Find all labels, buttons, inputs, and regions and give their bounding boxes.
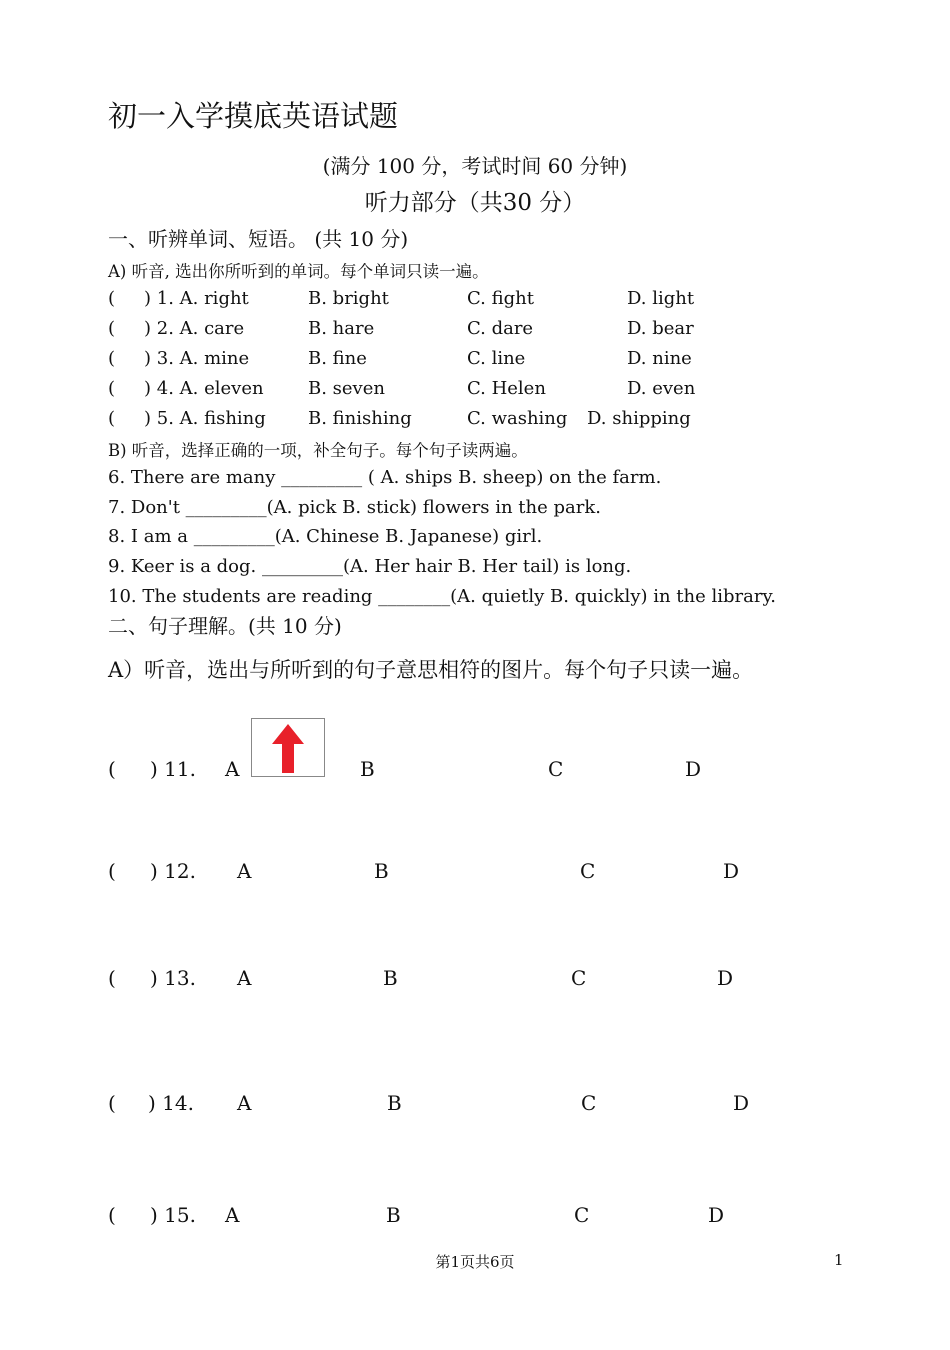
option-c: C <box>574 1203 590 1227</box>
sentence-item: 7. Don't _________(A. pick B. stick) flowers in the park. <box>108 497 601 518</box>
option-c: C. line <box>467 348 526 369</box>
option-c: C. fight <box>467 288 534 309</box>
option-b: B. seven <box>308 378 385 399</box>
sentence-item: 6. There are many _________ ( A. ships B. sheep) on the farm. <box>108 467 662 488</box>
option-a: A <box>225 757 240 781</box>
option-a: ) 1. A. right <box>144 288 249 309</box>
option-a: ) 5. A. fishing <box>144 408 266 429</box>
question-number: ) 13. <box>150 966 196 990</box>
question-number: ) 11. <box>150 757 196 781</box>
option-a: ) 4. A. eleven <box>144 378 264 399</box>
option-a: A <box>225 1203 240 1227</box>
answer-paren[interactable]: ( <box>108 966 116 990</box>
option-c: C <box>571 966 587 990</box>
option-d: D. shipping <box>587 408 691 429</box>
option-a: A <box>237 859 252 883</box>
section1-partB-instruction: B) 听音，选择正确的一项，补全句子。每个句子读两遍。 <box>108 441 528 460</box>
exam-subtitle: (满分 100 分，考试时间 60 分钟) <box>322 154 628 178</box>
option-d: D <box>708 1203 725 1227</box>
option-c: C <box>580 859 596 883</box>
option-d: D. nine <box>627 348 692 369</box>
option-c: C <box>548 757 564 781</box>
question-number: ) 14. <box>148 1091 194 1115</box>
listening-header: 听力部分（共30 分） <box>364 190 586 216</box>
up-arrow-icon <box>252 719 324 776</box>
sentence-item: 9. Keer is a dog. _________(A. Her hair B. Her tail) is long. <box>108 556 632 577</box>
option-b: B <box>360 757 375 781</box>
section2-heading: 二、句子理解。(共 10 分) <box>108 614 342 638</box>
option-b: B. fine <box>308 348 367 369</box>
answer-paren[interactable]: ( <box>108 288 116 309</box>
option-d: D <box>723 859 740 883</box>
option-b: B <box>374 859 389 883</box>
option-a: A <box>237 966 252 990</box>
option-d: D. light <box>627 288 695 309</box>
question-number: ) 15. <box>150 1203 196 1227</box>
q11-picture-a <box>251 718 325 777</box>
answer-paren[interactable]: ( <box>108 757 116 781</box>
option-a: ) 3. A. mine <box>144 348 250 369</box>
sentence-item: 8. I am a _________(A. Chinese B. Japanese) girl. <box>108 526 543 547</box>
option-a: ) 2. A. care <box>144 318 245 339</box>
option-c: C. Helen <box>467 378 546 399</box>
page-footer-label: 第1页共6页 <box>435 1253 515 1271</box>
sentence-item: 10. The students are reading ________(A. quietly B. quickly) in the library. <box>108 586 776 607</box>
answer-paren[interactable]: ( <box>108 408 116 429</box>
option-d: D <box>733 1091 750 1115</box>
option-c: C. washing <box>467 408 568 429</box>
section1-heading: 一、听辨单词、短语。 (共 10 分) <box>108 227 409 251</box>
page-title: 初一入学摸底英语试题 <box>108 99 399 133</box>
option-b: B <box>387 1091 402 1115</box>
answer-paren[interactable]: ( <box>108 378 116 399</box>
option-c: C. dare <box>467 318 534 339</box>
option-d: D. even <box>627 378 696 399</box>
option-b: B. bright <box>308 288 389 309</box>
option-d: D <box>685 757 702 781</box>
question-number: ) 12. <box>150 859 196 883</box>
answer-paren[interactable]: ( <box>108 318 116 339</box>
page-number: 1 <box>834 1251 844 1269</box>
option-b: B. hare <box>308 318 375 339</box>
answer-paren[interactable]: ( <box>108 1091 116 1115</box>
option-c: C <box>581 1091 597 1115</box>
answer-paren[interactable]: ( <box>108 348 116 369</box>
option-d: D. bear <box>627 318 694 339</box>
answer-paren[interactable]: ( <box>108 859 116 883</box>
section1-partA-instruction: A) 听音, 选出你所听到的单词。每个单词只读一遍。 <box>108 262 489 281</box>
option-b: B <box>386 1203 401 1227</box>
section2-instruction: A）听音，选出与所听到的句子意思相符的图片。每个句子只读一遍。 <box>108 658 754 682</box>
answer-paren[interactable]: ( <box>108 1203 116 1227</box>
option-b: B. finishing <box>308 408 412 429</box>
option-a: A <box>237 1091 252 1115</box>
option-b: B <box>383 966 398 990</box>
option-d: D <box>717 966 734 990</box>
